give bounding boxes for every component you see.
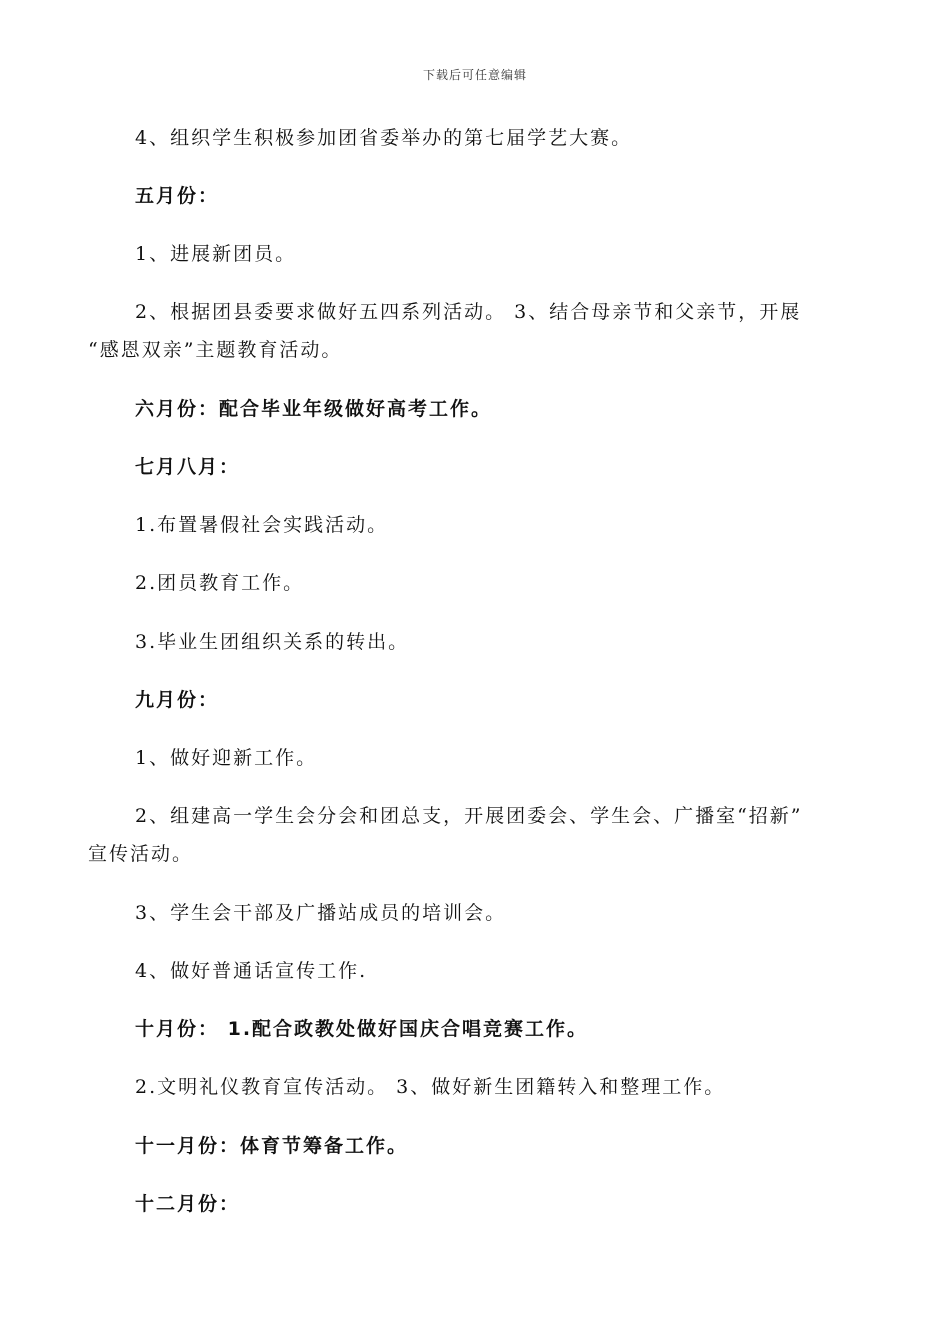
- paragraph-summer-practice: 1.布置暑假社会实践活动。: [135, 514, 389, 536]
- paragraph-member-education: 2.团员教育工作。: [135, 572, 305, 594]
- paragraph-mandarin: 4、做好普通话宣传工作.: [135, 960, 368, 982]
- paragraph-training: 3、学生会干部及广播站成员的培训会。: [135, 902, 507, 924]
- heading-july-august: 七月八月：: [135, 456, 241, 478]
- paragraph-recruitment: 2、组建高一学生会分会和团总支，开展团委会、学生会、广播室“招新”: [135, 805, 803, 827]
- header-note: 下载后可任意编辑: [422, 68, 527, 82]
- heading-may: 五月份：: [135, 185, 220, 207]
- heading-october: 十月份： 1.配合政教处做好国庆合唱竞赛工作。: [135, 1018, 589, 1040]
- paragraph-welcome-new: 1、做好迎新工作。: [135, 747, 318, 769]
- heading-december: 十二月份：: [135, 1193, 241, 1215]
- heading-september: 九月份：: [135, 689, 220, 711]
- paragraph-may-four-activities-cont: “感恩双亲”主题教育活动。: [88, 339, 343, 361]
- paragraph-may-four-activities: 2、根据团县委要求做好五四系列活动。 3、结合母亲节和父亲节，开展: [135, 301, 802, 323]
- heading-november: 十一月份：体育节筹备工作。: [135, 1135, 409, 1157]
- heading-june: 六月份：配合毕业年级做好高考工作。: [135, 398, 493, 420]
- paragraph-new-members: 1、进展新团员。: [135, 243, 297, 265]
- paragraph-item-4-contest: 4、组织学生积极参加团省委举办的第七届学艺大赛。: [135, 127, 633, 149]
- paragraph-recruitment-cont: 宣传活动。: [88, 843, 194, 865]
- paragraph-etiquette: 2.文明礼仪教育宣传活动。 3、做好新生团籍转入和整理工作。: [135, 1076, 726, 1098]
- paragraph-graduate-transfer: 3.毕业生团组织关系的转出。: [135, 631, 410, 653]
